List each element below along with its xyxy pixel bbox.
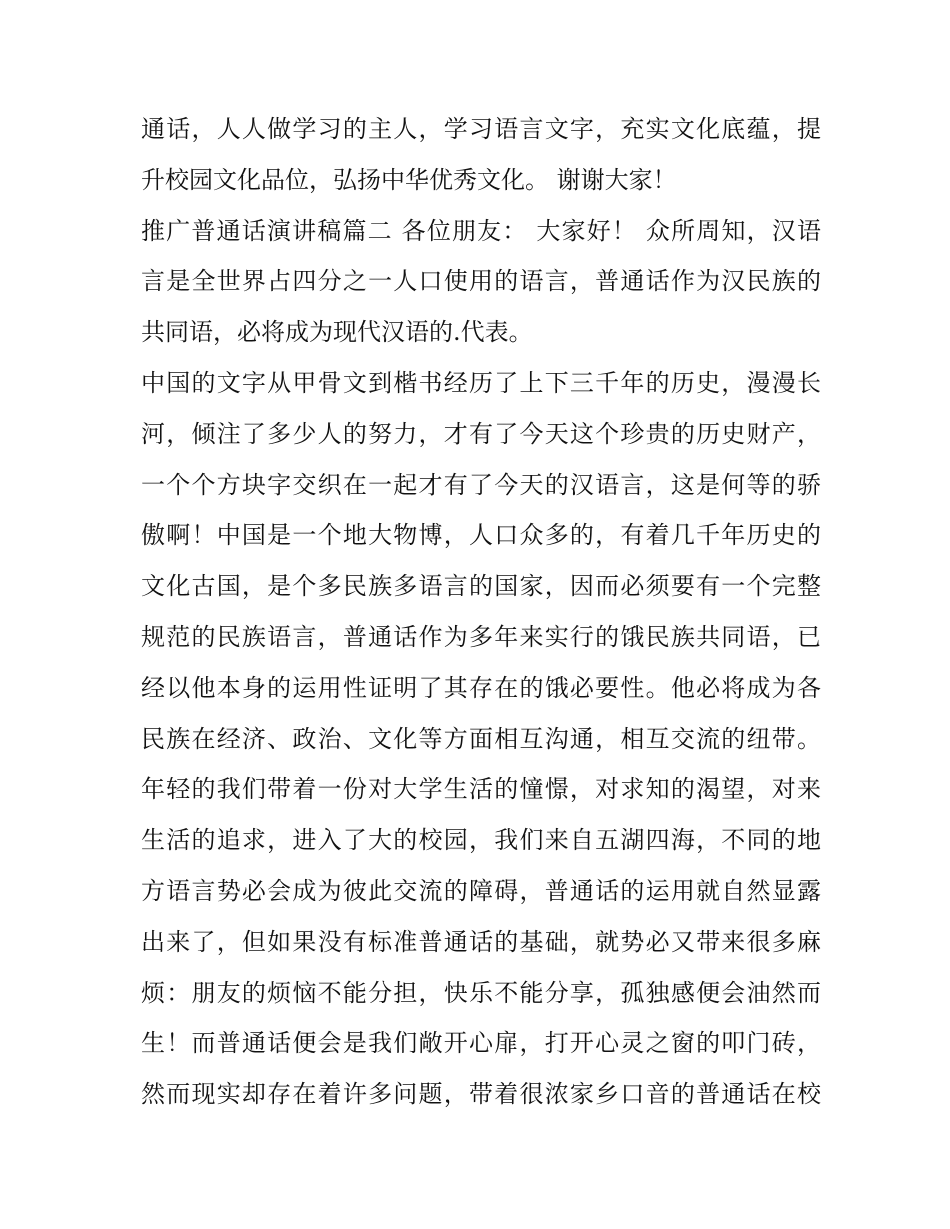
text-line: 共同语，必将成为现代汉语的.代表。 xyxy=(141,318,533,347)
text-line: 升校园文化品位，弘扬中华优秀文化。 谢谢大家！ xyxy=(141,165,677,194)
text-line: 烦：朋友的烦恼不能分担，快乐不能分享，孤独感便会油然而 xyxy=(141,978,821,1007)
text-line: 一个个方块字交织在一起才有了今天的汉语言，这是何等的骄 xyxy=(141,470,821,499)
text-line: 规范的民族语言，普通话作为多年来实行的饿民族共同语，已 xyxy=(141,622,821,651)
text-line: 方语言势必会成为彼此交流的障碍，普通话的运用就自然显露 xyxy=(141,876,821,905)
text-line: 推广普通话演讲稿篇二 各位朋友： 大家好！ 众所周知，汉语 xyxy=(141,216,821,245)
text-line: 生活的追求，进入了大的校园，我们来自五湖四海，不同的地 xyxy=(141,826,821,855)
text-line: 言是全世界占四分之一人口使用的语言，普通话作为汉民族的 xyxy=(141,267,821,296)
text-line: 通话，人人做学习的主人，学习语言文字，充实文化底蕴，提 xyxy=(141,115,821,143)
text-line: 生！而普通话便会是我们敞开心扉，打开心灵之窗的叩门砖， xyxy=(141,1029,821,1058)
text-line: 然而现实却存在着许多问题，带着很浓家乡口音的普通话在校 xyxy=(141,1080,821,1109)
text-line: 傲啊！中国是一个地大物博，人口众多的，有着几千年历史的 xyxy=(141,521,821,550)
text-line: 中国的文字从甲骨文到楷书经历了上下三千年的历史，漫漫长 xyxy=(141,368,821,397)
text-line: 文化古国，是个多民族多语言的国家，因而必须要有一个完整 xyxy=(141,572,821,601)
text-line: 河，倾注了多少人的努力，才有了今天这个珍贵的历史财产， xyxy=(141,419,821,448)
text-line: 年轻的我们带着一份对大学生活的憧憬，对求知的渴望，对来 xyxy=(141,775,821,804)
text-line: 经以他本身的运用性证明了其存在的饿必要性。他必将成为各 xyxy=(141,673,821,702)
text-line: 出来了，但如果没有标准普通话的基础，就势必又带来很多麻 xyxy=(141,927,821,956)
text-line: 民族在经济、政治、文化等方面相互沟通，相互交流的纽带。 xyxy=(141,724,821,753)
body-text xyxy=(141,104,821,1120)
